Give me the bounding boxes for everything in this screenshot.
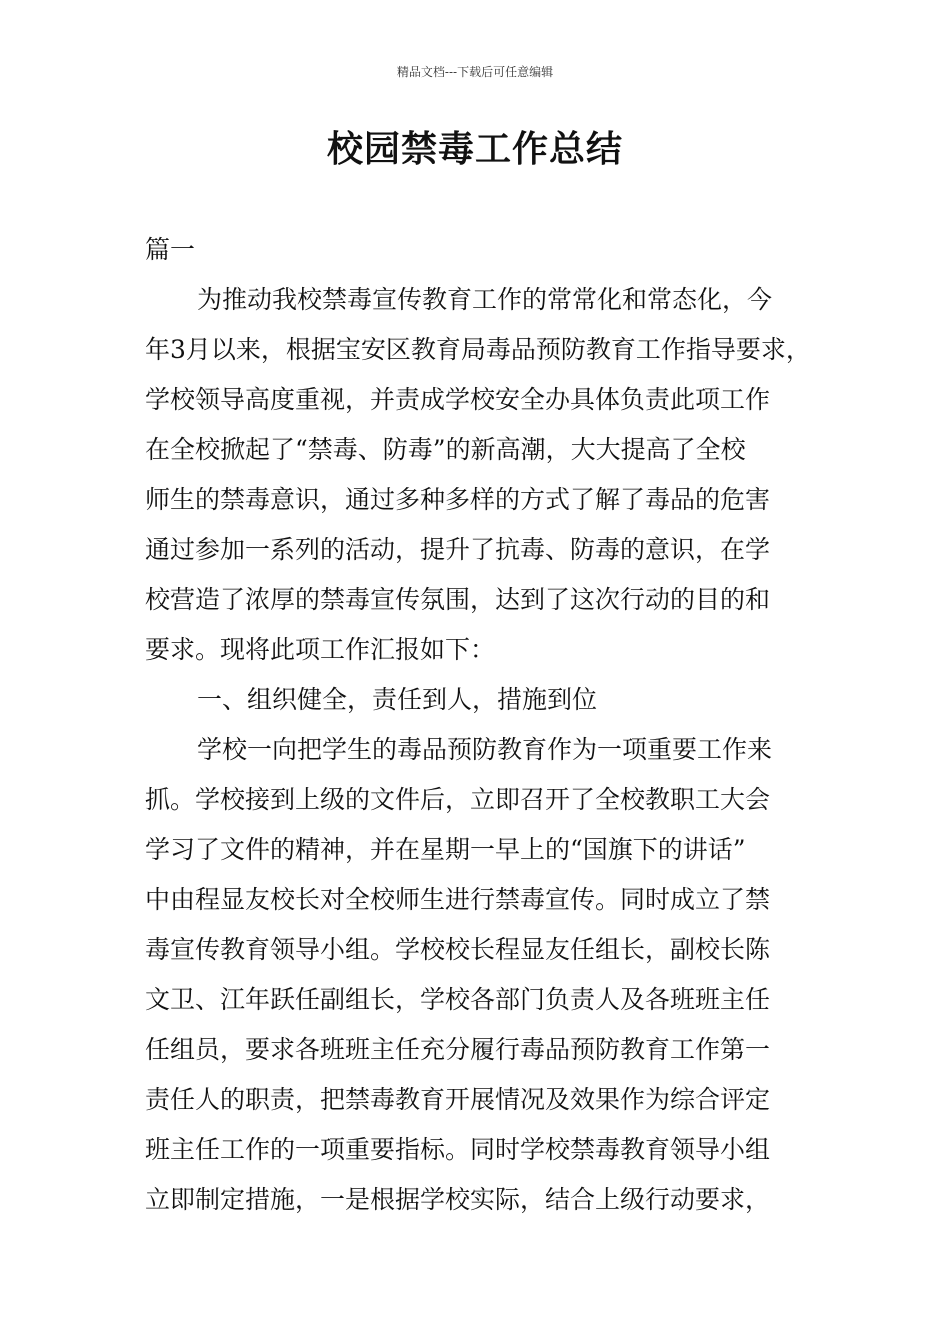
paragraph-line: 立即制定措施，一是根据学校实际，结合上级行动要求， (145, 1185, 771, 1214)
paragraph-line: 一、组织健全，责任到人，措施到位 (197, 685, 598, 714)
paragraph-line: 学校领导高度重视，并责成学校安全办具体负责此项工作 (145, 385, 771, 414)
paragraph-line: 校营造了浓厚的禁毒宣传氛围，达到了这次行动的目的和 (145, 585, 771, 614)
paragraph-line: 师生的禁毒意识，通过多种多样的方式了解了毒品的危害 (145, 485, 771, 514)
paragraph-line: 中由程显友校长对全校师生进行禁毒宣传。同时成立了禁 (145, 885, 771, 914)
header-note: 精品文档---下载后可任意编辑 (396, 65, 554, 79)
paragraph-line: 通过参加一系列的活动，提升了抗毒、防毒的意识，在学 (145, 535, 771, 564)
paragraph-line: 责任人的职责，把禁毒教育开展情况及效果作为综合评定 (145, 1085, 771, 1114)
paragraph-line: 任组员，要求各班班主任充分履行毒品预防教育工作第一 (145, 1035, 771, 1064)
section-label: 篇一 (145, 235, 196, 264)
document-title: 校园禁毒工作总结 (326, 129, 623, 170)
paragraph-line: 在全校掀起了“禁毒、防毒”的新高潮，大大提高了全校 (145, 435, 746, 464)
paragraph-line: 要求。现将此项工作汇报如下： (145, 635, 496, 664)
paragraph-line: 毒宣传教育领导小组。学校校长程显友任组长，副校长陈 (145, 935, 771, 964)
paragraph-line: 班主任工作的一项重要指标。同时学校禁毒教育领导小组 (145, 1135, 771, 1164)
paragraph-line: 学校一向把学生的毒品预防教育作为一项重要工作来 (197, 735, 773, 764)
document-body (145, 225, 825, 1225)
paragraph-line: 年3月以来，根据宝安区教育局毒品预防教育工作指导要求， (145, 335, 811, 364)
paragraph-line: 文卫、江年跃任副组长，学校各部门负责人及各班班主任 (145, 985, 771, 1014)
paragraph-line: 为推动我校禁毒宣传教育工作的常常化和常态化，今 (197, 285, 773, 314)
paragraph-line: 学习了文件的精神，并在星期一早上的“国旗下的讲话” (145, 835, 746, 864)
paragraph-line: 抓。学校接到上级的文件后，立即召开了全校教职工大会 (145, 785, 771, 814)
